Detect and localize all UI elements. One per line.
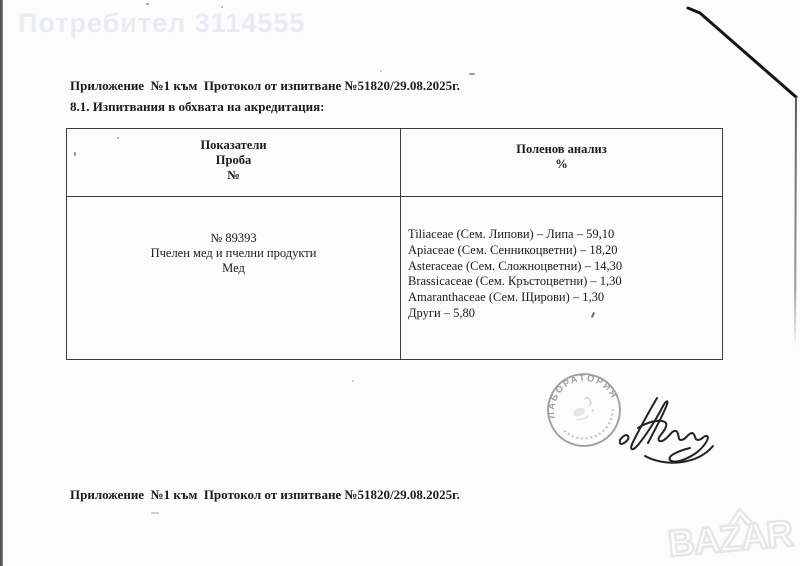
bazar-roof-icon — [723, 505, 757, 528]
results-table — [66, 128, 723, 360]
header-col1-line3: № — [227, 168, 240, 182]
results-cell — [401, 197, 722, 359]
result-line: Brassicaceae (Сем. Кръстоцветни) – 1,30 — [408, 274, 622, 289]
scan-speck — [74, 152, 76, 156]
scan-speck — [151, 512, 159, 514]
bazar-watermark-logo — [666, 513, 794, 566]
header-col2-line1: Поленов анализ — [516, 142, 607, 156]
scan-edge-shadow — [0, 0, 3, 566]
scan-speck — [352, 380, 354, 382]
stamp-text: ЛАБОРАТОРИЯ — [545, 372, 620, 420]
table-header-pollen-analysis — [401, 129, 722, 196]
appendix-header-line: Приложение №1 към Протокол от изпитване №51820/29.08.2025г. — [70, 78, 460, 93]
table-data-row — [67, 197, 722, 359]
result-line: Amaranthaceae (Сем. Щирови) – 1,30 — [408, 290, 605, 305]
sample-cell — [67, 197, 401, 359]
signature — [604, 390, 719, 472]
sample-category: Пчелен мед и пчелни продукти — [150, 246, 317, 260]
header-col1-line2: Проба — [215, 153, 252, 167]
scan-speck — [117, 137, 119, 139]
result-line: Други – 5,80 — [408, 305, 476, 320]
table-header-indicators — [67, 129, 401, 196]
sample-type: Мед — [222, 261, 245, 275]
scan-speck — [380, 70, 382, 72]
scan-speck — [221, 6, 223, 8]
bazar-logo-text: BAZAR — [665, 512, 794, 565]
user-watermark: Потребител 3114555 — [18, 8, 306, 38]
appendix-footer-line: Приложение №1 към Протокол от изпитване №51820/29.08.2025г. — [70, 487, 460, 502]
header-col2-line2: % — [555, 157, 568, 171]
scan-speck — [146, 3, 149, 5]
table-header-row — [67, 129, 722, 197]
result-line: Apiaceae (Сем. Сенникоцветни) – 18,20 — [408, 242, 618, 257]
result-line: Asteraceae (Сем. Сложноцветни) – 14,30 — [408, 258, 623, 273]
result-line: Tiliaceae (Сем. Липови) – Липа – 59,10 — [408, 227, 615, 241]
scan-speck — [469, 73, 475, 75]
sample-number: № 89393 — [210, 231, 257, 245]
header-col1-line1: Показатели — [200, 138, 267, 152]
section-heading: 8.1. Изпитвания в обхвата на акредитация: — [70, 99, 325, 114]
